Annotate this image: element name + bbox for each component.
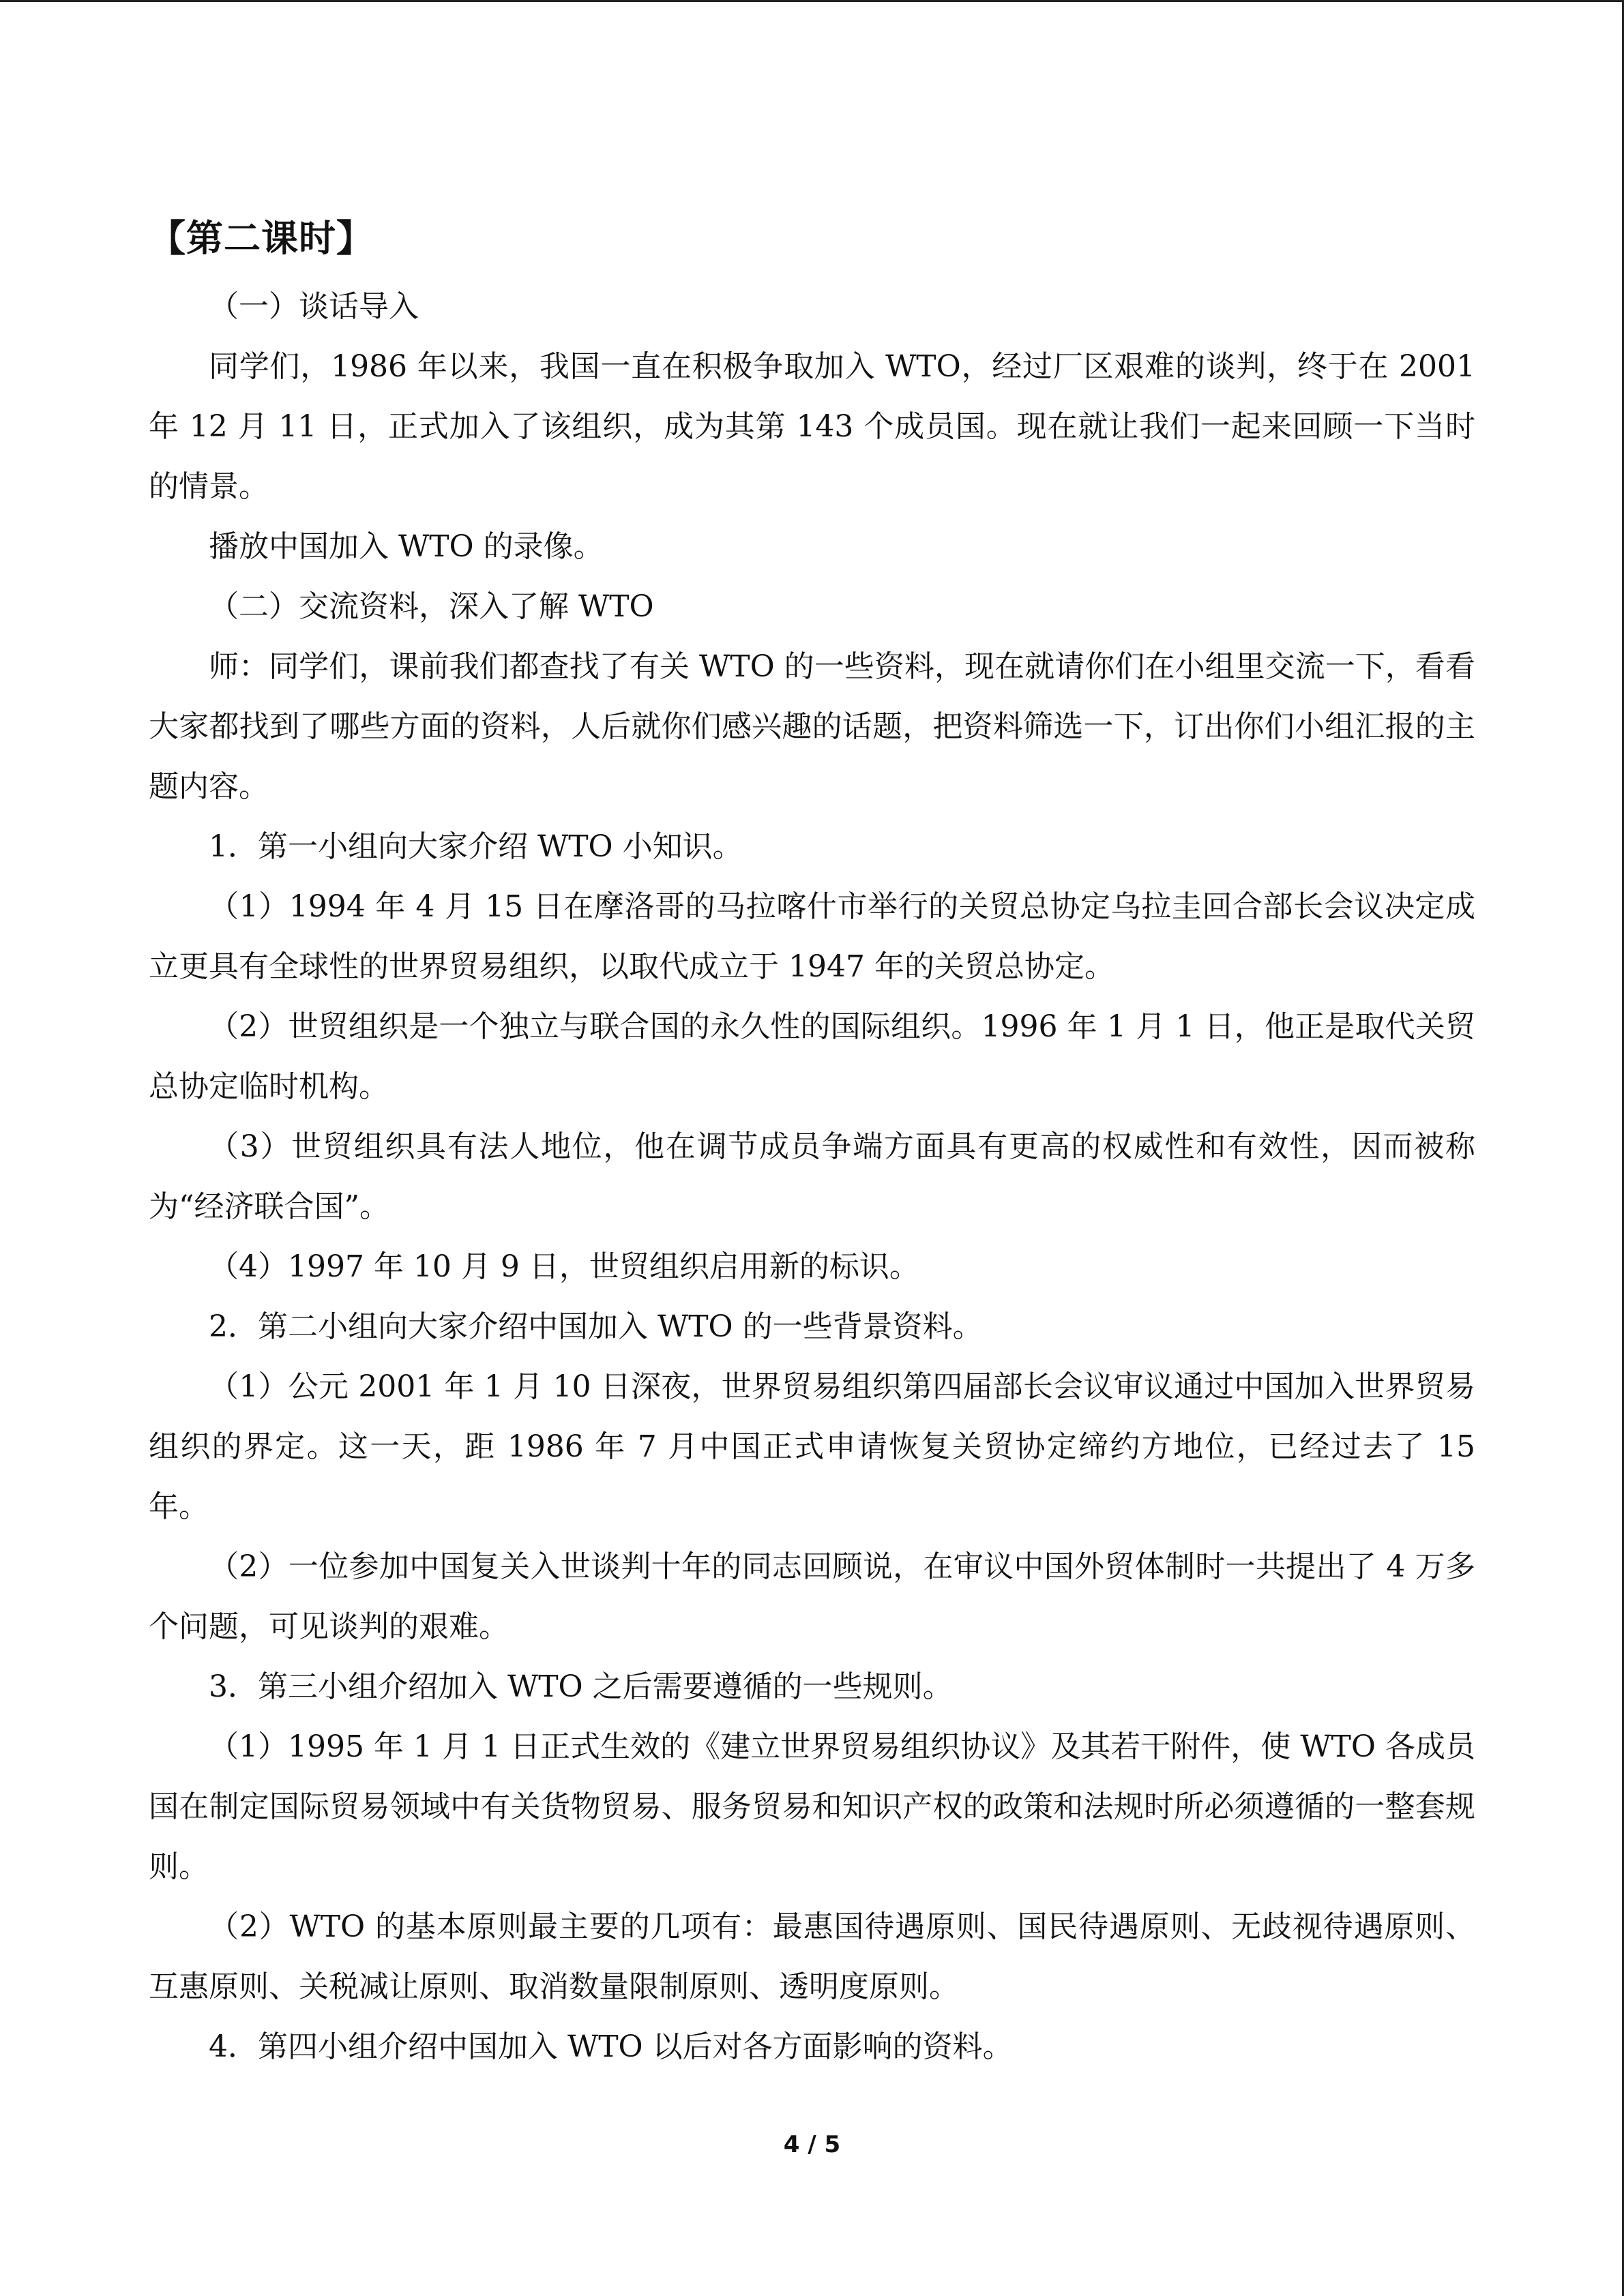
paragraph-group-1-item-3: （3）世贸组织具有法人地位，他在调节成员争端方面具有更高的权威性和有效性，因而被称为“经济联合国”。 xyxy=(149,1129,1475,1224)
paragraph-group-1-item-2: （2）世贸组织是一个独立与联合国的永久性的国际组织。1996 年 1 月 1 日，他正是取代关贸总协定临时机构。 xyxy=(149,1009,1475,1104)
paragraph-intro-title: （一）谈话导入 xyxy=(209,289,419,324)
page-border-top xyxy=(0,0,1624,2)
paragraph-teacher: 师：同学们，课前我们都查找了有关 WTO 的一些资料，现在就请你们在小组里交流一下，看看大家都找到了哪些方面的资料，人后就你们感兴趣的话题，把资料筛选一下，订出你们小组汇报的主题内容。 xyxy=(149,649,1475,804)
paragraph-video: 播放中国加入 WTO 的录像。 xyxy=(209,529,604,564)
page-number: 4 / 5 xyxy=(783,2131,841,2158)
document-body xyxy=(149,205,1475,2077)
paragraph-group-1-item-1: （1）1994 年 4 月 15 日在摩洛哥的马拉喀什市举行的关贸总协定乌拉圭回合部长会议决定成立更具有全球性的世界贸易组织，以取代成立于 1947 年的关贸总协定。 xyxy=(149,889,1475,984)
paragraph-exchange-title: （二）交流资料，深入了解 WTO xyxy=(209,589,654,624)
paragraph-group-1: 1．第一小组向大家介绍 WTO 小知识。 xyxy=(209,829,743,864)
paragraph-group-2: 2．第二小组向大家介绍中国加入 WTO 的一些背景资料。 xyxy=(209,1309,983,1344)
paragraph-group-3: 3．第三小组介绍加入 WTO 之后需要遵循的一些规则。 xyxy=(209,1669,953,1704)
paragraph-intro-text: 同学们，1986 年以来，我国一直在积极争取加入 WTO，经过厂区艰难的谈判，终于在 2001 年 12 月 11 日，正式加入了该组织，成为其第 143 个成员国。现在就让我们一起来回顾一下当时的情景。 xyxy=(149,349,1475,504)
paragraph-group-4: 4．第四小组介绍中国加入 WTO 以后对各方面影响的资料。 xyxy=(209,2029,1013,2064)
paragraph-group-2-item-2: （2）一位参加中国复关入世谈判十年的同志回顾说，在审议中国外贸体制时一共提出了 4 万多个问题，可见谈判的艰难。 xyxy=(149,1549,1475,1644)
paragraph-group-3-item-2: （2）WTO 的基本原则最主要的几项有：最惠国待遇原则、国民待遇原则、无歧视待遇原则、互惠原则、关税减让原则、取消数量限制原则、透明度原则。 xyxy=(149,1909,1475,2004)
paragraph-group-3-item-1: （1）1995 年 1 月 1 日正式生效的《建立世界贸易组织协议》及其若干附件，使 WTO 各成员国在制定国际贸易领域中有关货物贸易、服务贸易和知识产权的政策和法规时所必须遵循的一整套规则。 xyxy=(149,1729,1475,1884)
paragraph-group-1-item-4: （4）1997 年 10 月 9 日，世贸组织启用新的标识。 xyxy=(209,1249,919,1284)
section-heading: 【第二课时】 xyxy=(149,217,374,260)
paragraph-group-2-item-1: （1）公元 2001 年 1 月 10 日深夜，世界贸易组织第四届部长会议审议通过中国加入世界贸易组织的界定。这一天，距 1986 年 7 月中国正式申请恢复关贸协定缔约方地位，已经过去了 15 年。 xyxy=(149,1369,1475,1524)
